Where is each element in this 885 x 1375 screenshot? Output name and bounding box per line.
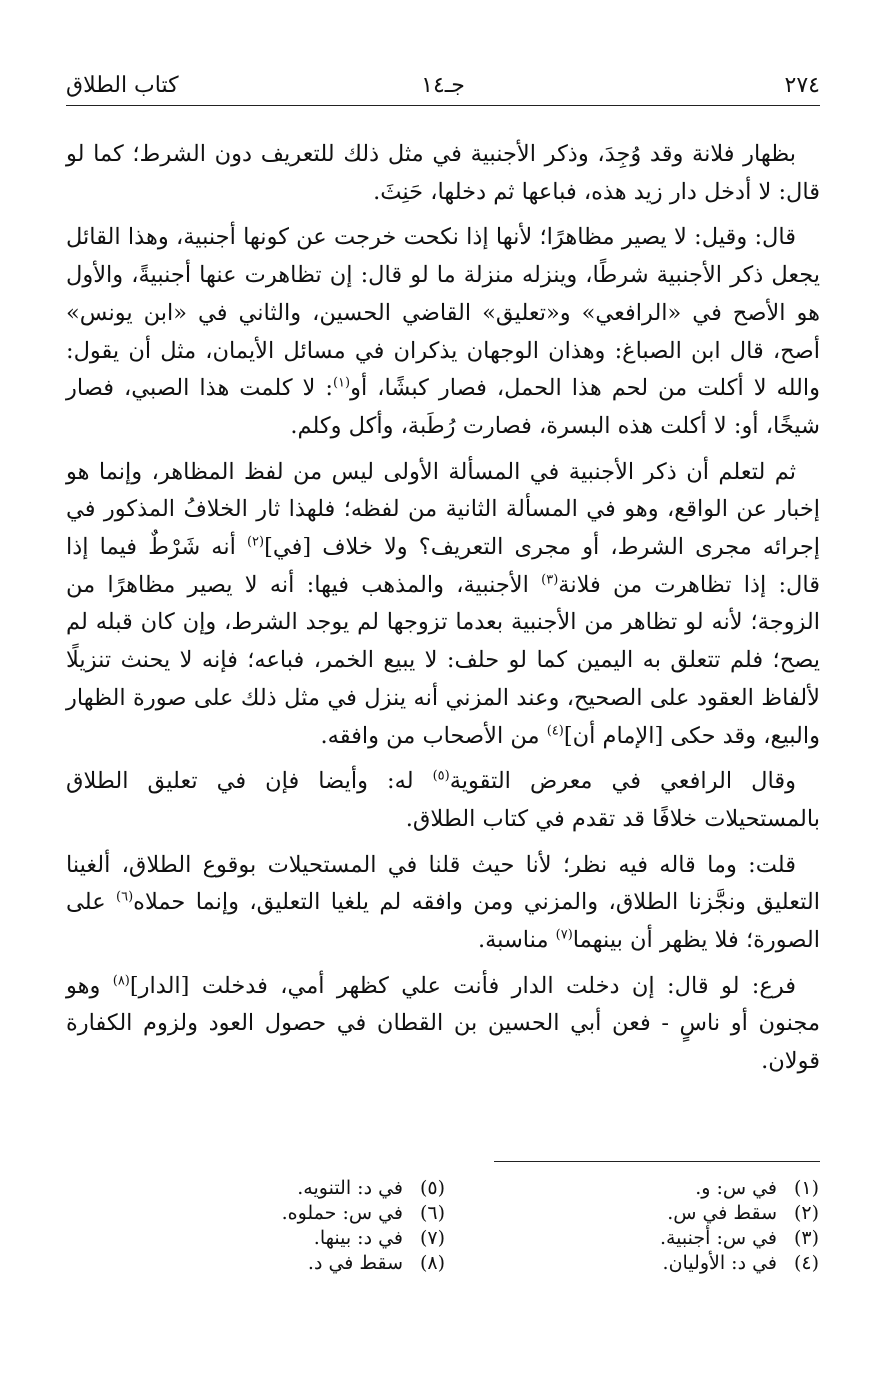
paragraph	[66, 454, 820, 756]
text-run: قال: وقيل: لا يصير مظاهرًا؛ لأنها إذا نكحت خرجت عن كونها أجنبية، وهذا القائل يجعل ذكر الأجنبية شرطًا، وينزله منزلة ما لو قال: إن تظاهرت عنها أجنبيةً، والأول هو الأصح في «الرافعي» و«تعليق» القاضي الحسين، والثاني في «ابن يونس» أصح، قال ابن الصباغ: وهذان الوجهان يذكران في مسائل الأيمان، مثل أن يقول: والله لا أكلت من لحم هذا الحمل، فصار كبشًا، أو	[66, 224, 820, 402]
text-run: له: وأيضا فإن في تعليق الطلاق بالمستحيلات خلافًا قد تقدم في كتاب الطلاق.	[66, 768, 820, 832]
page-header	[66, 72, 820, 106]
footnote-text: في د: بينها.	[313, 1227, 403, 1249]
footnote-item	[215, 1251, 445, 1276]
paragraph	[66, 968, 820, 1081]
footnote-number: (١)	[793, 1177, 819, 1199]
footnote-text: سقط في د.	[307, 1252, 403, 1274]
footnotes-column-left	[215, 1176, 445, 1276]
footnote-number: (٦)	[419, 1202, 445, 1224]
text-run: : لا كلمت هذا الصبي، فصار شيخًا، أو: لا أكلت هذه البسرة، فصارت رُطَبة، وأكل وكلم.	[66, 375, 820, 439]
footnote-reference: (٥)	[432, 768, 450, 784]
volume-label: جـ١٤	[421, 73, 465, 98]
main-text	[66, 136, 820, 1089]
text-run: من الأصحاب من وافقه.	[320, 722, 547, 749]
footnote-text: في د: الأوليان.	[662, 1252, 777, 1274]
text-run: قلت: وما قاله فيه نظر؛ لأنا حيث قلنا في المستحيلات بوقوع الطلاق، ألغينا التعليق ونجَّزنا الطلاق، والمزني ومن وافقه لم يلغيا التعليق، وإنما حملاه	[66, 851, 820, 916]
paragraph	[66, 847, 820, 960]
footnote-reference: (٢)	[246, 534, 265, 550]
footnote-reference: (٦)	[116, 889, 134, 905]
footnote-text: في د: التنويه.	[297, 1177, 403, 1199]
footnote-text: سقط في س.	[667, 1202, 777, 1224]
footnote-number: (٣)	[793, 1227, 819, 1249]
footnote-reference: (٣)	[541, 572, 559, 588]
footnote-reference: (٨)	[112, 973, 130, 989]
footnote-item	[489, 1226, 819, 1251]
footnote-text: في س: و.	[695, 1177, 777, 1199]
footnote-item	[489, 1251, 819, 1276]
footnote-item	[215, 1176, 445, 1201]
text-run: على الصورة؛ فلا يظهر أن بينهما	[66, 889, 820, 954]
footnote-number: (٧)	[419, 1227, 445, 1249]
text-run: ثم لتعلم أن ذكر الأجنبية في المسألة الأولى ليس من لفظ المظاهر، وإنما هو إخبار عن الواقع، وهو في المسألة الثانية من لفظه؛ فلهذا ثار الخلافُ المذكور في إجرائه مجرى الشرط، أو مجرى التعريف؟ ولا خلاف [في]	[66, 458, 820, 561]
text-run: فرع: لو قال: إن دخلت الدار فأنت علي كظهر أمي، فدخلت [الدار]	[129, 972, 796, 999]
paragraph	[66, 763, 820, 838]
footnote-item	[489, 1176, 819, 1201]
paragraph	[66, 219, 820, 445]
header-rule	[66, 105, 820, 106]
footnote-number: (٢)	[793, 1202, 819, 1224]
page-number: ٢٧٤	[784, 73, 820, 98]
footnote-reference: (٤)	[546, 723, 564, 739]
footnote-rule	[494, 1161, 820, 1162]
text-run: بظهار فلانة وقد وُجِدَ، وذكر الأجنبية في مثل ذلك للتعريف دون الشرط؛ كما لو قال: لا أدخل دار زيد هذه، فباعها ثم دخلها، حَنِثَ.	[66, 141, 820, 205]
footnote-item	[215, 1226, 445, 1251]
text-run: مناسبة.	[477, 927, 556, 954]
footnote-item	[489, 1201, 819, 1226]
text-run: أنه شَرْطٌ فيما إذا قال: إذا تظاهرت من فلانة	[66, 534, 820, 598]
text-run: الأجنبية، والمذهب فيها: أنه لا يصير مظاهرًا من الزوجة؛ لأنه لو تظاهر من الأجنبية بعدما تزوجها لم يوجد الشرط، وإن كان قبله لم يصح؛ فلم تتعلق به اليمين كما لو حلف: لا يبيع الخمر، فباعه؛ فإنه لا يحنث تنزيلًا لألفاظ العقود على الصحيح، وعند المزني أنه ينزل في مثل ذلك على صورة الظهار والبيع، وقد حكى [الإمام أن]	[66, 571, 820, 749]
footnote-text: في س: أجنبية.	[659, 1227, 777, 1249]
footnote-reference: (٧)	[555, 927, 573, 943]
footnote-reference: (١)	[332, 375, 351, 391]
footnote-text: في س: حملوه.	[281, 1202, 403, 1224]
footnote-number: (٨)	[419, 1252, 445, 1274]
footnotes-column-right	[489, 1176, 819, 1276]
paragraph	[66, 136, 820, 211]
footnote-number: (٥)	[419, 1177, 445, 1199]
text-run: وقال الرافعي في معرض التقوية	[449, 768, 796, 795]
footnote-item	[215, 1201, 445, 1226]
book-title: كتاب الطلاق	[66, 73, 179, 98]
footnote-number: (٤)	[793, 1252, 819, 1274]
text-run: وهو مجنون أو ناسٍ - فعن أبي الحسين بن القطان في حصول العود ولزوم الكفارة قولان.	[66, 972, 820, 1075]
